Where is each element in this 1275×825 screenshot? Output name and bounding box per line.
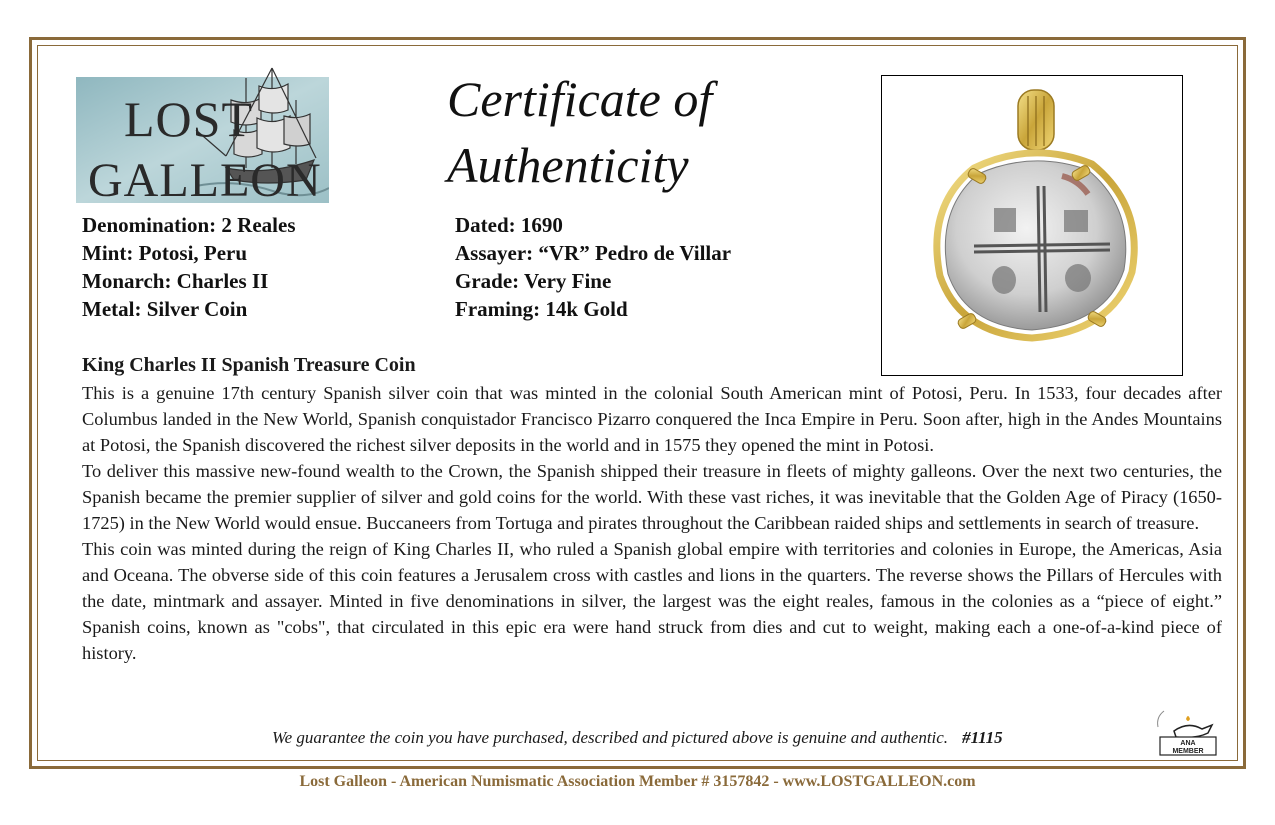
coin-photo — [881, 75, 1183, 376]
guarantee-text: We guarantee the coin you have purchased, described and pictured above is genuine and authentic. — [272, 728, 949, 747]
badge-ana-text: ANA — [1180, 740, 1196, 747]
title-line-2: Authenticity — [447, 137, 689, 193]
spec-metal: Metal: Silver Coin — [82, 297, 248, 321]
specs-right-column — [455, 211, 731, 323]
description-body — [82, 380, 1222, 666]
spec-mint: Mint: Potosi, Peru — [82, 241, 248, 265]
spec-denomination: Denomination: 2 Reales — [82, 213, 296, 237]
certificate-title — [447, 66, 787, 198]
specs-left-column — [82, 211, 296, 323]
paragraph-treasure: To deliver this massive new-found wealth to the Crown, the Spanish shipped their treasure in fleets of mighty galleons. Over the next two centuries, the Spanish became the premier supplier of silver and gold coins for the world. With these vast riches, it was inevitable that the Golden Age of Piracy (1650-1725) in the New World would ensue. Buccaneers from Tortuga and pirates throughout the Caribbean raided ships and settlements in search of treasure. — [82, 461, 1222, 533]
spec-framing: Framing: 14k Gold — [455, 297, 628, 321]
paragraph-coin-details: This coin was minted during the reign of King Charles II, who ruled a Spanish global empire with territories and colonies in Europe, the Americas, Asia and Oceana. The obverse side of this coin features a Jerusalem cross with castles and lions in the quarters. The reverse shows the Pillars of Hercules with the date, mintmark and assayer. Minted in five denominations in silver, the largest was the eight reales, famous in the colonies as a “piece of eight.” Spanish coins, known as "cobs", that circulated in this epic era were hand struck from dies and cut to weight, making each a one-of-a-kind piece of history. — [82, 539, 1222, 663]
certificate-number: #1115 — [962, 728, 1003, 747]
logo-word-galleon: GALLEON — [88, 154, 322, 203]
badge-member-text: MEMBER — [1172, 748, 1204, 755]
footer-membership-line: Lost Galleon - American Numismatic Association Member # 3157842 - www.LOSTGALLEON.com — [299, 773, 976, 790]
spec-monarch: Monarch: Charles II — [82, 269, 269, 293]
spec-dated: Dated: 1690 — [455, 213, 563, 237]
paragraph-history: This is a genuine 17th century Spanish silver coin that was minted in the colonial South American mint of Potosi, Peru. In 1533, four decades after Columbus landed in the New World, Spanish conquistador Francisco Pizarro conquered the Inca Empire in Peru. Soon after, high in the Andes Mountains at Potosi, the Spanish discovered the richest silver deposits in the world and in 1575 they opened the mint in Potosi. — [82, 383, 1222, 455]
ana-member-badge — [1152, 709, 1224, 757]
description-heading: King Charles II Spanish Treasure Coin — [82, 354, 416, 376]
spec-grade: Grade: Very Fine — [455, 269, 612, 293]
lost-galleon-logo — [76, 60, 329, 203]
guarantee-line — [272, 728, 1003, 748]
title-line-1: Certificate of — [447, 71, 713, 127]
silver-cob-coin-pendant — [937, 90, 1134, 338]
spec-assayer: Assayer: “VR” Pedro de Villar — [455, 241, 732, 265]
logo-word-lost: LOST — [124, 91, 253, 147]
ana-member-lamp-icon — [1158, 711, 1212, 738]
